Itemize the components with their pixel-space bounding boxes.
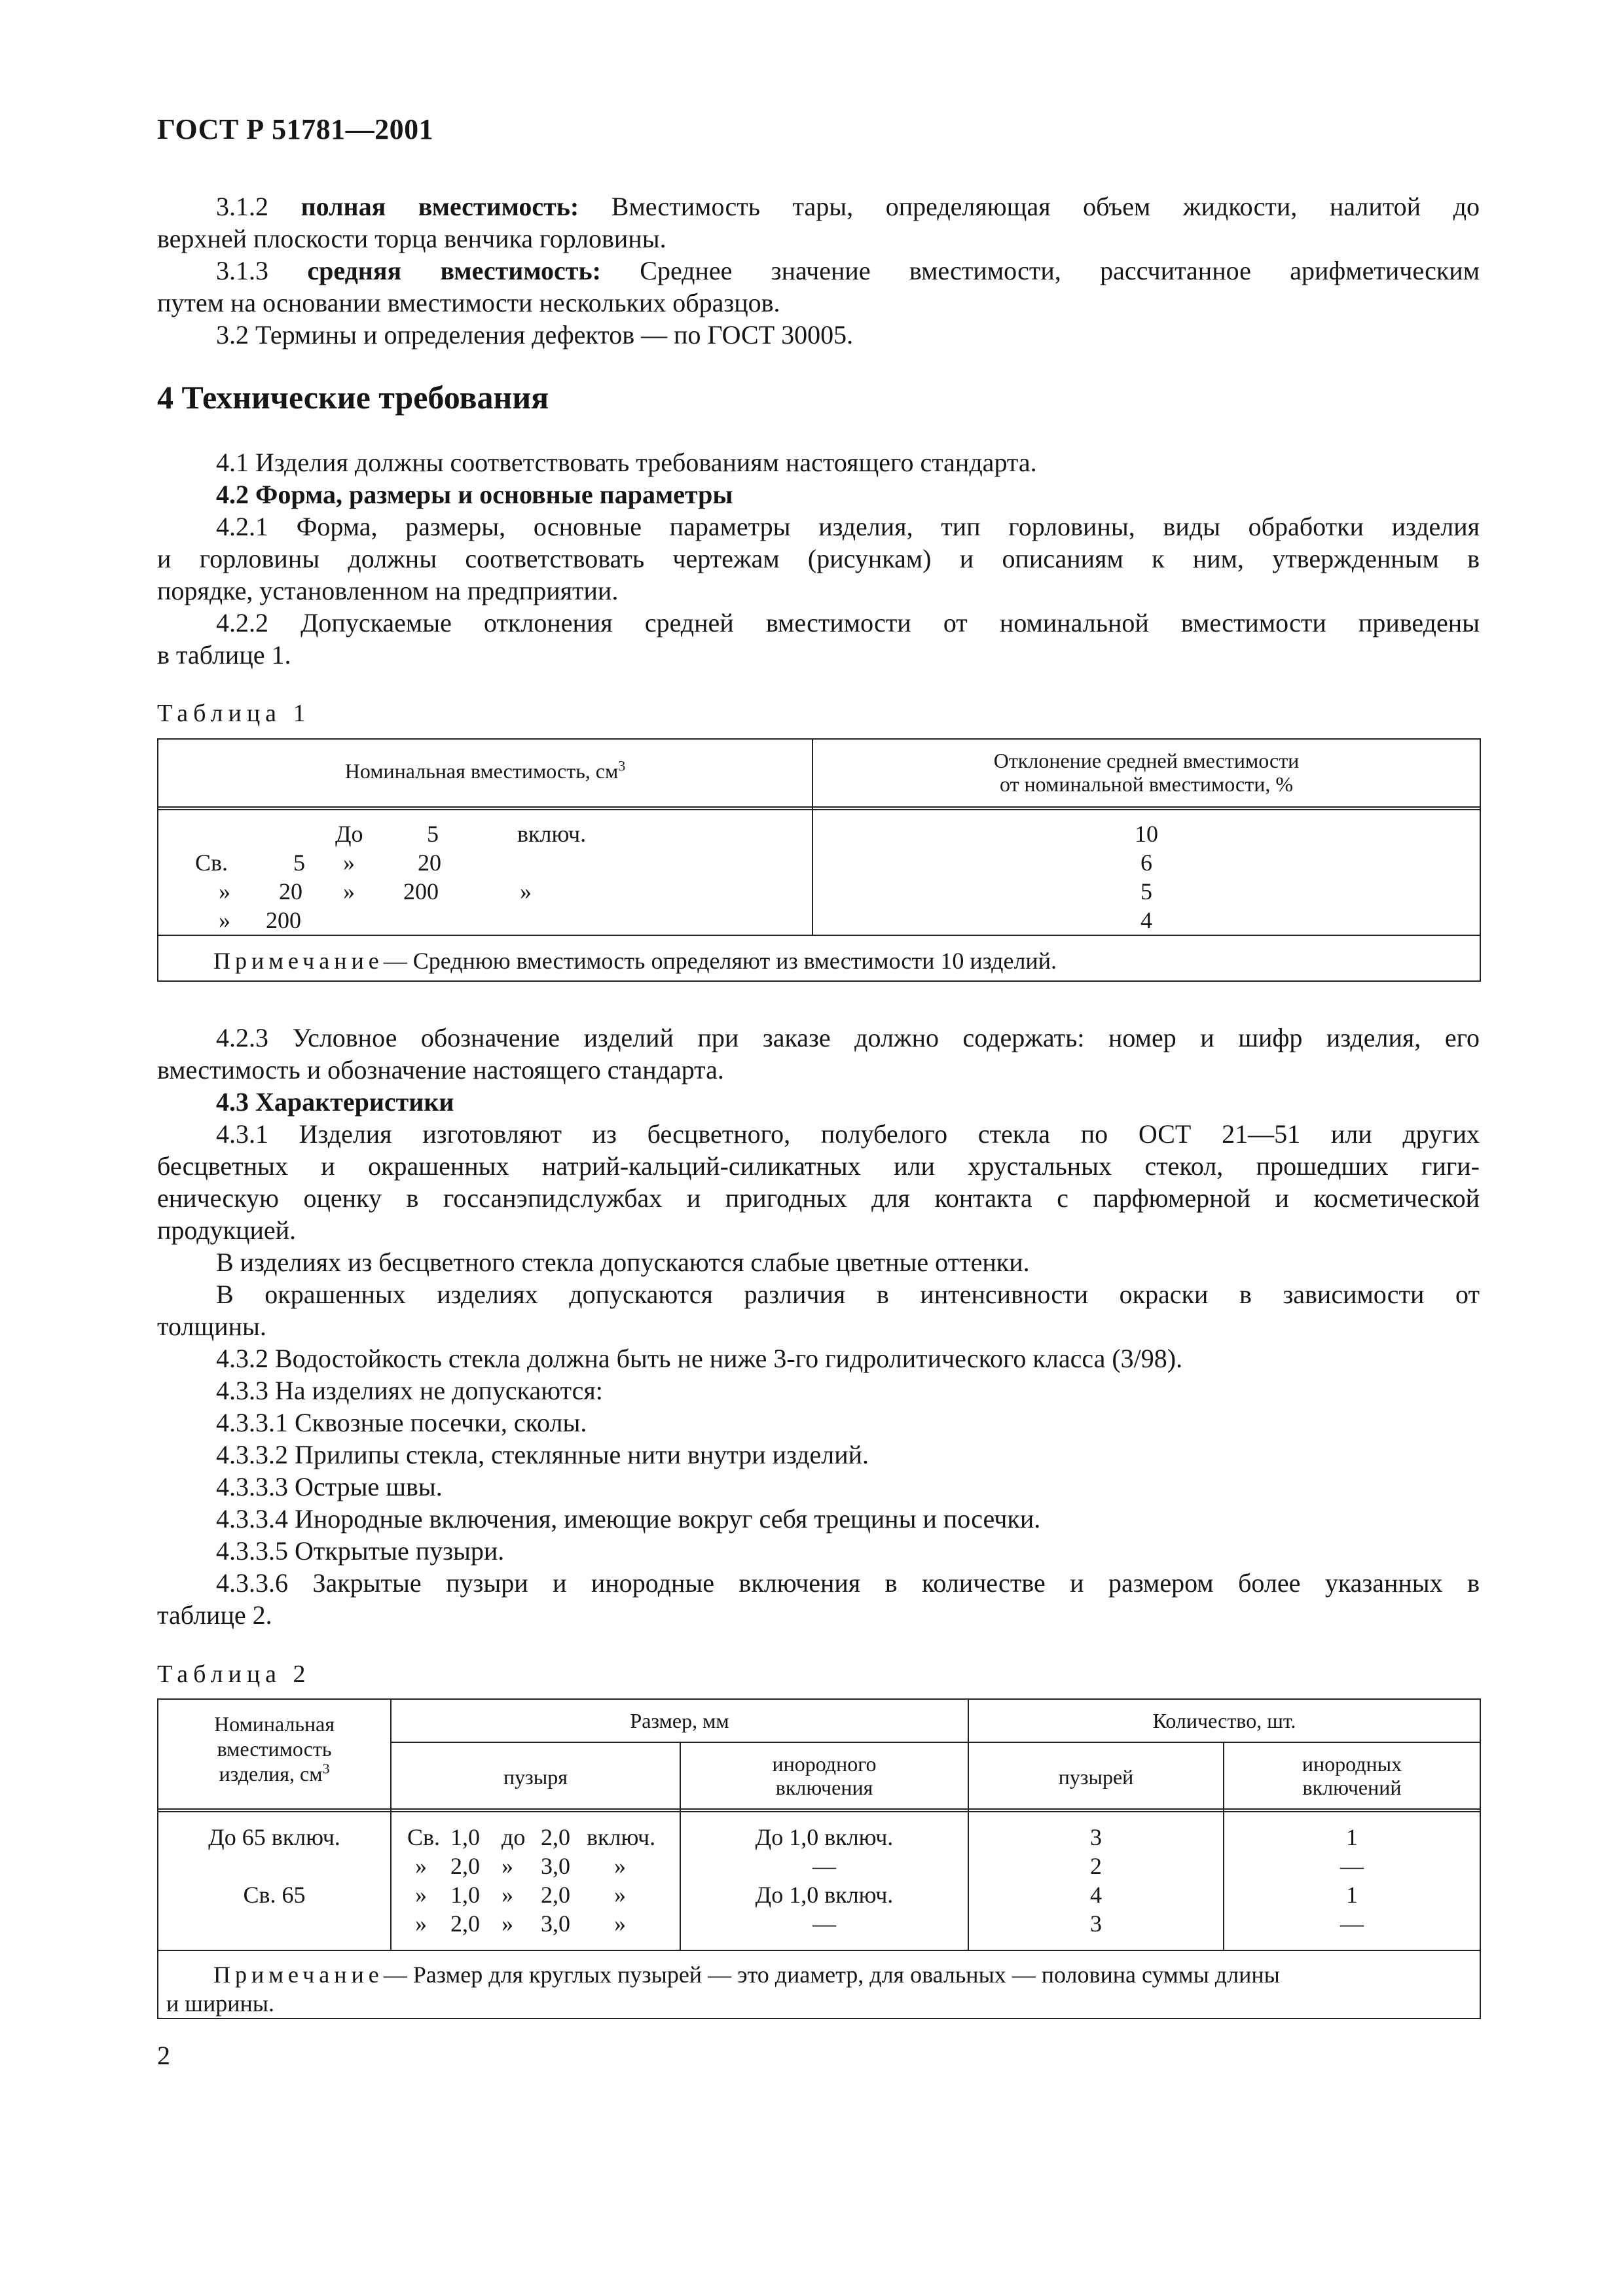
table-2-cell-inclusions: 1 [1346, 1824, 1358, 1850]
table-2-cell: » [415, 1910, 427, 1937]
table-1-header-nominal: Номинальная вместимость, $см^3$ [344, 757, 626, 783]
standard-identifier: ГОСТ Р 51781—2001 [157, 113, 434, 145]
table-1-cell: включ. [517, 821, 587, 847]
table-2-cell-inclusions: 1 [1346, 1882, 1358, 1908]
paragraph-4-3-3-1: 4.3.3.1 Сквозные посечки, сколы. [216, 1408, 587, 1437]
table-2-header-bubble: пузыря [503, 1765, 568, 1789]
note-label: Примечание [213, 1962, 384, 1988]
table-2-cell-nominal: До 65 включ. [208, 1824, 340, 1850]
table-2-cell-inclusions: — [1340, 1853, 1364, 1879]
table-1-cell: 200 [266, 907, 301, 933]
paragraph-4-3-1-line-1: 4.3.1 Изделия изготовляют из бесцветного, полубелого стекла по ОСТ 21—51 или других [216, 1119, 1480, 1149]
table-2-note-line-2: и ширины. [166, 1990, 274, 2017]
table-2-cell-bubbles: 4 [1090, 1882, 1102, 1908]
paragraph-4-3-3-6-line-2: таблице 2. [157, 1600, 272, 1630]
table-1-cell: 20 [418, 850, 441, 876]
note-text: — Среднюю вместимость определяют из вместимости 10 изделий. [383, 948, 1057, 974]
definition-3-1-2-line-1 [216, 191, 1480, 223]
table-2-caption: Таблица 2 [157, 1660, 311, 1688]
table-2-cell: 3,0 [541, 1853, 570, 1879]
paragraph-3-2: 3.2 Термины и определения дефектов — по ГОСТ 30005. [216, 320, 854, 350]
table-2-cell: » [415, 1882, 427, 1908]
table-1-cell: » [343, 850, 355, 876]
table-2-header-nominal: Номинальная вместимость изделия, $см^3$ [213, 1712, 335, 1785]
paragraph-4-2-1-line-3: порядке, установленном на предприятии. [157, 576, 619, 605]
subsection-heading-4-3: 4.3 Характеристики [216, 1087, 454, 1117]
table-2-cell: Св. [407, 1824, 441, 1850]
table-2-header-inclusions: инородных включений [1302, 1752, 1402, 1799]
table-1-cell: » [219, 878, 230, 905]
table-2-cell: 2,0 [450, 1853, 480, 1879]
page-number: 2 [157, 2041, 170, 2070]
table-2-header-count: Количество, шт. [1152, 1709, 1296, 1732]
paragraph-4-3-3: 4.3.3 На изделиях не допускаются: [216, 1376, 603, 1405]
definition-term: полная вместимость: [301, 192, 579, 221]
note-divider [158, 935, 1480, 936]
paragraph-4-3-3-2: 4.3.3.2 Прилипы стекла, стеклянные нити внутри изделий. [216, 1440, 869, 1469]
table-2-cell-bubbles: 3 [1090, 1910, 1102, 1937]
table-1-cell: Св. [195, 850, 228, 876]
paragraph-4-3-1-line-2: бесцветных и окрашенных натрий-кальций-силикатных или хрустальных стекол, прошедших гиги- [157, 1151, 1480, 1181]
note-text: — Размер для круглых пузырей — это диаметр, для овальных — половина суммы длины [383, 1962, 1280, 1988]
table-2 [157, 1698, 1481, 2019]
subsection-heading-4-2: 4.2 Форма, размеры и основные параметры [216, 480, 733, 509]
table-1-cell: » [219, 907, 230, 933]
paragraph-4-2-1-line-2: и горловины должны соответствовать чертежам (рисункам) и описаниям к ним, утвержденным в [157, 544, 1480, 573]
header-subdivider [390, 1742, 1480, 1743]
table-2-cell: » [614, 1853, 626, 1879]
table-2-cell: » [501, 1910, 513, 1937]
table-2-header-inclusion: инородного включения [772, 1752, 877, 1799]
table-2-cell: 2,0 [450, 1910, 480, 1937]
paragraph-4-2-3-line-2: вместимость и обозначение настоящего стандарта. [157, 1055, 724, 1085]
table-2-cell-inclusion: До 1,0 включ. [755, 1882, 894, 1908]
definition-3-1-3-line-1 [216, 255, 1480, 287]
table-1-cell: » [343, 878, 355, 905]
table-2-cell: » [501, 1882, 513, 1908]
table-2-cell: до [501, 1824, 526, 1850]
definition-number: 3.1.3 [216, 256, 268, 285]
table-2-cell: » [501, 1853, 513, 1879]
header-divider [158, 806, 1480, 810]
table-1-value: 5 [1140, 878, 1152, 905]
paragraph-4-3-1-line-3: еническую оценку в госсанэпидслужбах и пригодных для контакта с парфюмерной и косметической [157, 1183, 1480, 1213]
paragraph-4-1: 4.1 Изделия должны соответствовать требованиям настоящего стандарта. [216, 448, 1037, 477]
paragraph-colored-line-2: толщины. [157, 1312, 266, 1341]
note-label: Примечание [213, 948, 384, 974]
table-1-cell: 20 [279, 878, 302, 905]
paragraph-4-2-2-line-2: в таблице 1. [157, 640, 291, 670]
table-2-cell: » [614, 1910, 626, 1937]
paragraph-4-3-3-6-line-1: 4.3.3.6 Закрытые пузыри и инородные включения в количестве и размером более указанных в [216, 1568, 1480, 1598]
paragraph-4-3-3-3: 4.3.3.3 Острые швы. [216, 1472, 443, 1501]
table-2-cell: 3,0 [541, 1910, 570, 1937]
table-1-cell: » [520, 878, 532, 905]
table-1-caption: Таблица 1 [157, 700, 311, 727]
table-1-cell: 5 [427, 821, 439, 847]
note-divider [158, 1950, 1480, 1951]
table-2-cell-inclusion: До 1,0 включ. [755, 1824, 894, 1850]
table-1 [157, 738, 1481, 982]
column-divider [390, 1700, 392, 1950]
table-1-note [213, 946, 1057, 975]
paragraph-4-3-2: 4.3.2 Водостойкость стекла должна быть не ниже 3-го гидролитического класса (3/98). [216, 1344, 1183, 1373]
definition-text: Вместимость тары, определяющая объем жидкости, налитой до [611, 192, 1480, 221]
table-2-cell: 2,0 [541, 1882, 570, 1908]
definition-text: Среднее значение вместимости, рассчитанное арифметическим [640, 256, 1480, 285]
definition-3-1-3-line-2: путем на основании вместимости нескольких образцов. [157, 288, 780, 317]
table-1-value: 10 [1135, 821, 1158, 847]
table-1-value: 4 [1140, 907, 1152, 933]
table-2-cell-bubbles: 3 [1090, 1824, 1102, 1850]
table-1-cell: 5 [293, 850, 305, 876]
section-heading: 4 Технические требования [157, 379, 549, 416]
paragraph-4-3-1-line-4: продукцией. [157, 1215, 297, 1245]
paragraph-4-2-2-line-1: 4.2.2 Допускаемые отклонения средней вместимости от номинальной вместимости приведены [216, 608, 1480, 637]
table-2-header-bubbles: пузырей [1058, 1765, 1134, 1789]
table-2-cell-inclusions: — [1340, 1910, 1364, 1937]
table-2-cell-inclusion: — [812, 1910, 836, 1937]
table-1-cell: До [335, 821, 363, 847]
table-2-header-size: Размер, мм [630, 1709, 729, 1732]
paragraph-4-3-3-4: 4.3.3.4 Инородные включения, имеющие вокруг себя трещины и посечки. [216, 1504, 1041, 1534]
definition-3-1-2-line-2: верхней плоскости торца венчика горловины. [157, 224, 666, 253]
paragraph-colored-line-1: В окрашенных изделиях допускаются различия в интенсивности окраски в зависимости от [216, 1280, 1480, 1309]
table-2-cell: » [614, 1882, 626, 1908]
paragraph-4-2-1-line-1: 4.2.1 Форма, размеры, основные параметры изделия, тип горловины, виды обработки изделия [216, 512, 1480, 541]
table-2-cell: 1,0 [450, 1824, 480, 1850]
table-2-cell: 1,0 [450, 1882, 480, 1908]
paragraph-4-2-3-line-1: 4.2.3 Условное обозначение изделий при заказе должно содержать: номер и шифр изделия, его [216, 1023, 1480, 1052]
table-1-cell: 200 [403, 878, 439, 905]
definition-number: 3.1.2 [216, 192, 268, 221]
table-2-cell-nominal: Св. 65 [243, 1882, 306, 1908]
paragraph-4-3-3-5: 4.3.3.5 Открытые пузыри. [216, 1536, 505, 1566]
table-2-cell-bubbles: 2 [1090, 1853, 1102, 1879]
table-2-cell: включ. [587, 1824, 656, 1850]
definition-term: средняя вместимость: [307, 256, 601, 285]
paragraph-colorless: В изделиях из бесцветного стекла допускаются слабые цветные оттенки. [216, 1247, 1030, 1277]
table-1-header-deviation: Отклонение средней вместимости от номинальной вместимости, % [993, 749, 1300, 796]
table-2-cell: » [415, 1853, 427, 1879]
table-2-cell: 2,0 [541, 1824, 570, 1850]
table-1-value: 6 [1140, 850, 1152, 876]
table-2-cell-inclusion: — [812, 1853, 836, 1879]
table-2-note-line-1 [213, 1960, 1280, 1989]
header-divider [158, 1808, 1480, 1812]
